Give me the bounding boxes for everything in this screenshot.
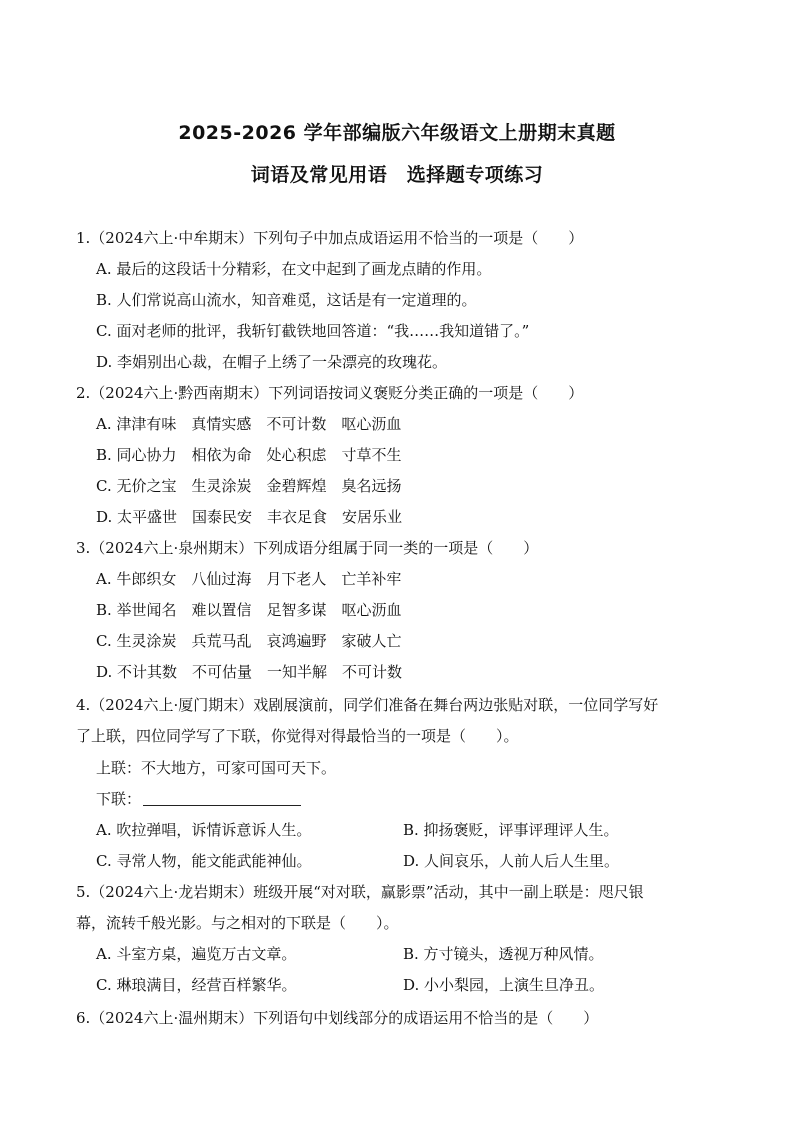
question-6-stem: 6.（2024六上·温州期末）下列语句中划线部分的成语运用不恰当的是（ ） bbox=[76, 1009, 599, 1027]
page-title: 2025-2026 学年部编版六年级语文上册期末真题 bbox=[178, 122, 616, 144]
question-5-option-c: C. 琳琅满目，经营百样繁华。 bbox=[96, 976, 297, 994]
question-3-option-b: B. 举世闻名 难以置信 足智多谋 呕心沥血 bbox=[96, 601, 402, 619]
question-5-option-a: A. 斗室方桌，遍览万古文章。 bbox=[96, 945, 297, 963]
question-5-option-b: B. 方寸镜头，透视万种风情。 bbox=[403, 945, 604, 963]
question-4-lower-couplet bbox=[96, 789, 301, 809]
question-4-option-a: A. 吹拉弹唱，诉情诉意诉人生。 bbox=[96, 821, 312, 839]
question-5-stem-line-2: 幕，流转千般光影。与之相对的下联是（ ）。 bbox=[76, 914, 399, 932]
question-3-option-c: C. 生灵涂炭 兵荒马乱 哀鸿遍野 家破人亡 bbox=[96, 632, 402, 650]
question-2-option-d: D. 太平盛世 国泰民安 丰衣足食 安居乐业 bbox=[96, 508, 403, 526]
question-3-option-d: D. 不计其数 不可估量 一知半解 不可计数 bbox=[96, 663, 403, 681]
question-2-option-a: A. 津津有味 真情实感 不可计数 呕心沥血 bbox=[96, 415, 402, 433]
question-2-stem: 2.（2024六上·黔西南期末）下列词语按词义褒贬分类正确的一项是（ ） bbox=[76, 384, 584, 402]
question-5-option-d: D. 小小梨园，上演生旦净丑。 bbox=[403, 976, 605, 994]
question-3-option-a: A. 牛郎织女 八仙过海 月下老人 亡羊补牢 bbox=[96, 570, 402, 588]
question-4-option-c: C. 寻常人物，能文能武能神仙。 bbox=[96, 852, 312, 870]
question-1-option-a: A. 最后的这段话十分精彩，在文中起到了画龙点睛的作用。 bbox=[96, 260, 492, 278]
question-2-option-c: C. 无价之宝 生灵涂炭 金碧辉煌 臭名远扬 bbox=[96, 477, 402, 495]
question-4-upper-couplet: 上联：不大地方，可家可国可天下。 bbox=[96, 759, 337, 777]
question-4-option-b: B. 抑扬褒贬，评事评理评人生。 bbox=[403, 821, 619, 839]
question-2-option-b: B. 同心协力 相依为命 处心积虑 寸草不生 bbox=[96, 446, 402, 464]
question-4-stem-line-1: 4.（2024六上·厦门期末）戏剧展演前，同学们准备在舞台两边张贴对联，一位同学写好 bbox=[76, 696, 659, 714]
question-1-stem: 1.（2024六上·中牟期末）下列句子中加点成语运用不恰当的一项是（ ） bbox=[76, 229, 584, 247]
lower-couplet-label: 下联： bbox=[96, 790, 142, 808]
question-1-option-c: C. 面对老师的批评，我斩钉截铁地回答道：“我……我知道错了。” bbox=[96, 322, 530, 340]
page-subtitle: 词语及常见用语 选择题专项练习 bbox=[250, 164, 544, 186]
question-4-stem-line-2: 了上联，四位同学写了下联，你觉得对得最恰当的一项是（ ）。 bbox=[76, 727, 519, 745]
answer-blank bbox=[143, 791, 301, 806]
question-1-option-b: B. 人们常说高山流水，知音难觅，这话是有一定道理的。 bbox=[96, 291, 477, 309]
question-4-option-d: D. 人间哀乐，人前人后人生里。 bbox=[403, 852, 620, 870]
question-5-stem-line-1: 5.（2024六上·龙岩期末）班级开展“对对联，赢影票”活动，其中一副上联是：咫尺银 bbox=[76, 883, 644, 901]
question-1-option-d: D. 李娟别出心裁，在帽子上绣了一朵漂亮的玫瑰花。 bbox=[96, 353, 448, 371]
question-3-stem: 3.（2024六上·泉州期末）下列成语分组属于同一类的一项是（ ） bbox=[76, 539, 539, 557]
